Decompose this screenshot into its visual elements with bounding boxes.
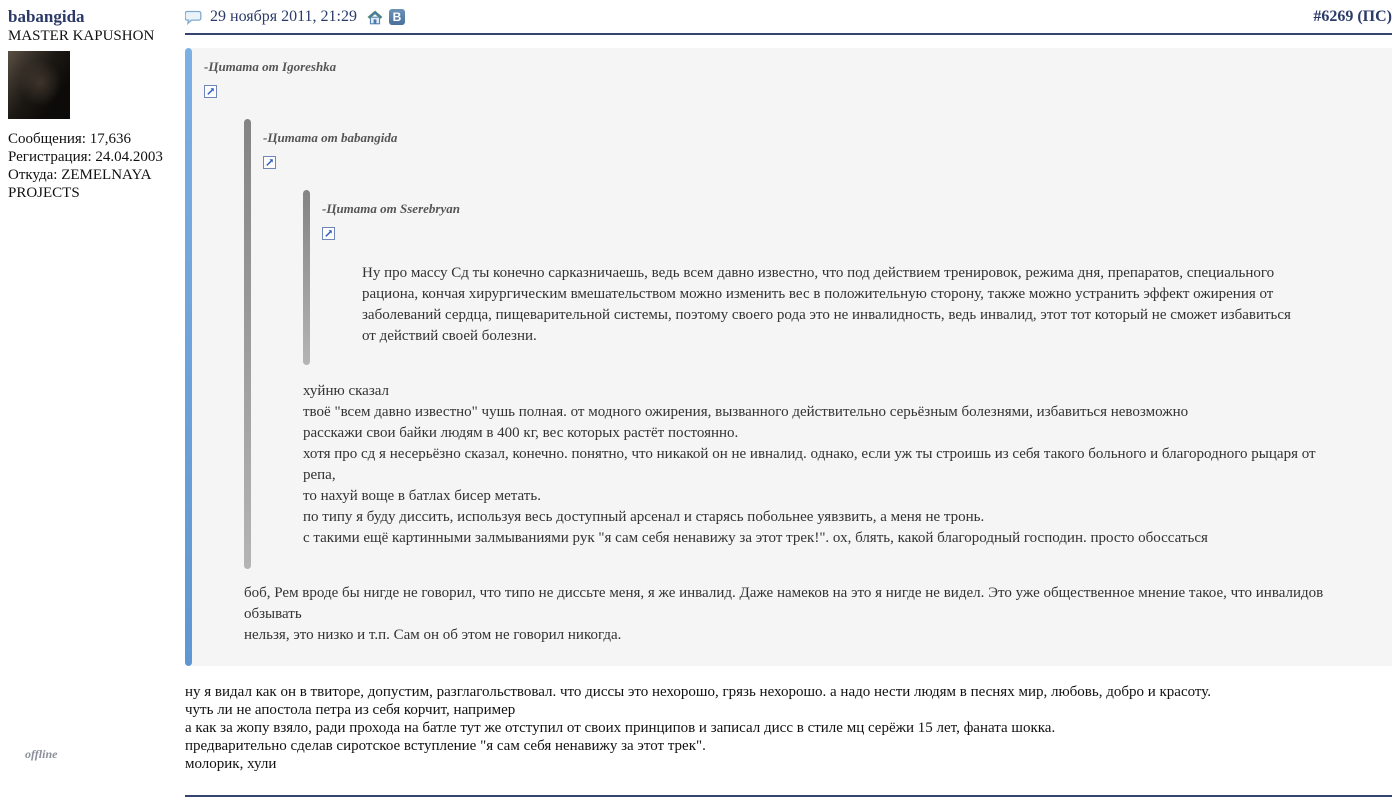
messages-count: Сообщения: 17,636 xyxy=(8,131,131,147)
post-header xyxy=(185,8,1392,35)
quote-border-bar xyxy=(185,48,192,666)
quote-text xyxy=(362,263,1314,347)
reply-line: по типу я буду диссить, используя весь доступный арсенал и старясь побольнее уявзвить, а меня не тронь. xyxy=(303,509,985,525)
location: Откуда: ZEMELNAYA PROJECTS xyxy=(8,167,151,201)
post-body-line: предварительно сделав сиротское вступление "я сам себя ненавижу за этот трек". xyxy=(185,738,706,754)
quote-author-line: -Цитата от babangida xyxy=(263,130,398,145)
post-body-line: а как за жопу взяло, ради прохода на батле тут же отступил от своих принципов и записал дисс в стиле мц серёжи 15 лет, фаната шокка. xyxy=(185,720,1056,736)
quote-author-line: -Цитата от Igoreshka xyxy=(204,59,337,74)
quote-text-line: заболеваний сердца, пищеварительной системы, поэтому своего рода это не инвалидность, ведь инвалид, этот тот который не сможет избавиться xyxy=(362,307,1291,323)
quote-border-bar xyxy=(303,190,310,365)
registration-date: Регистрация: 24.04.2003 xyxy=(8,149,163,165)
post-body-line: молорик, хули xyxy=(185,756,277,772)
author-username[interactable]: babangida xyxy=(8,7,85,26)
reply-line: твоё "всем давно известно" чушь полная. от модного ожирения, вызванного действительно серьёзным болезнями, избавиться невозможно xyxy=(303,404,1189,420)
goto-post-icon[interactable] xyxy=(204,85,217,98)
post-author-sidebar xyxy=(8,8,185,797)
quote-text-line: рациона, кончая хирургическим вмешательством можно изменить вес в положительную сторону, также можно устранить эффект ожирения от xyxy=(362,286,1274,302)
post-number-link[interactable]: #6269 (ПС) xyxy=(1313,8,1392,25)
quote-reply-text xyxy=(303,381,1328,549)
author-stats xyxy=(8,130,185,202)
post-body-line: чуть ли не апостола петра из себя корчит, например xyxy=(185,702,516,718)
reply-line: с такими ещё картинными залмываниями рук "я сам себя ненавижу за этот трек!". ох, блять, какой благородный господин. просто обоссаться xyxy=(303,530,1208,546)
goto-post-icon[interactable] xyxy=(322,227,335,240)
quote-reply-text xyxy=(244,583,1342,646)
post-body-line: ну я видал как он в твиторе, допустим, разглагольствовал. что диссы это нехорошо, грязь нехорошо. а надо нести людям в песнях мир, любовь, добро и красоту. xyxy=(185,684,1212,700)
quote-block-igoreshka xyxy=(185,48,1392,666)
post-body-text xyxy=(185,683,1392,773)
quote-text-line: Ну про массу Сд ты конечно сарказничаешь, ведь всем давно известно, что под действием тренировок, режима дня, препаратов, специального xyxy=(362,265,1275,281)
status-badge: offline xyxy=(25,747,58,761)
quote-block-babangida xyxy=(244,119,1342,569)
reply-line: хуйню сказал xyxy=(303,383,390,399)
quote-author-line: -Цитата от Sserebryan xyxy=(322,201,460,216)
reply-line: нельзя, это низко и т.п. Сам он об этом не говорил никогда. xyxy=(244,627,622,643)
vk-icon[interactable]: В xyxy=(389,9,405,25)
goto-post-icon[interactable] xyxy=(263,156,276,169)
home-icon[interactable] xyxy=(367,10,383,25)
reply-line: расскажи свои байки людям в 400 кг, вес которых растёт постоянно. xyxy=(303,425,739,441)
quote-text-line: от действий своей болезни. xyxy=(362,328,537,344)
quote-block-sserebryan xyxy=(303,190,1328,365)
reply-line: то нахуй воще в батлах бисер метать. xyxy=(303,488,541,504)
post-date: 29 ноября 2011, 21:29 xyxy=(210,8,357,25)
quote-border-bar xyxy=(244,119,251,569)
author-custom-title: MASTER KAPUSHON xyxy=(8,28,155,44)
reply-line: хотя про сд я несерьёзно сказал, конечно. понятно, что никакой он не ивналид. однако, если уж ты строишь из себя такого больного и благородного рыцаря от репа, xyxy=(303,446,1316,483)
comment-bubble-icon xyxy=(185,10,202,25)
post-main xyxy=(185,8,1392,797)
avatar[interactable] xyxy=(8,51,70,119)
reply-line: боб, Рем вроде бы нигде не говорил, что типо не диссьте меня, я же инвалид. Даже намеков на это я нигде не видел. Это уже общественное мнение такое, что инвалидов обзывать xyxy=(244,585,1324,622)
